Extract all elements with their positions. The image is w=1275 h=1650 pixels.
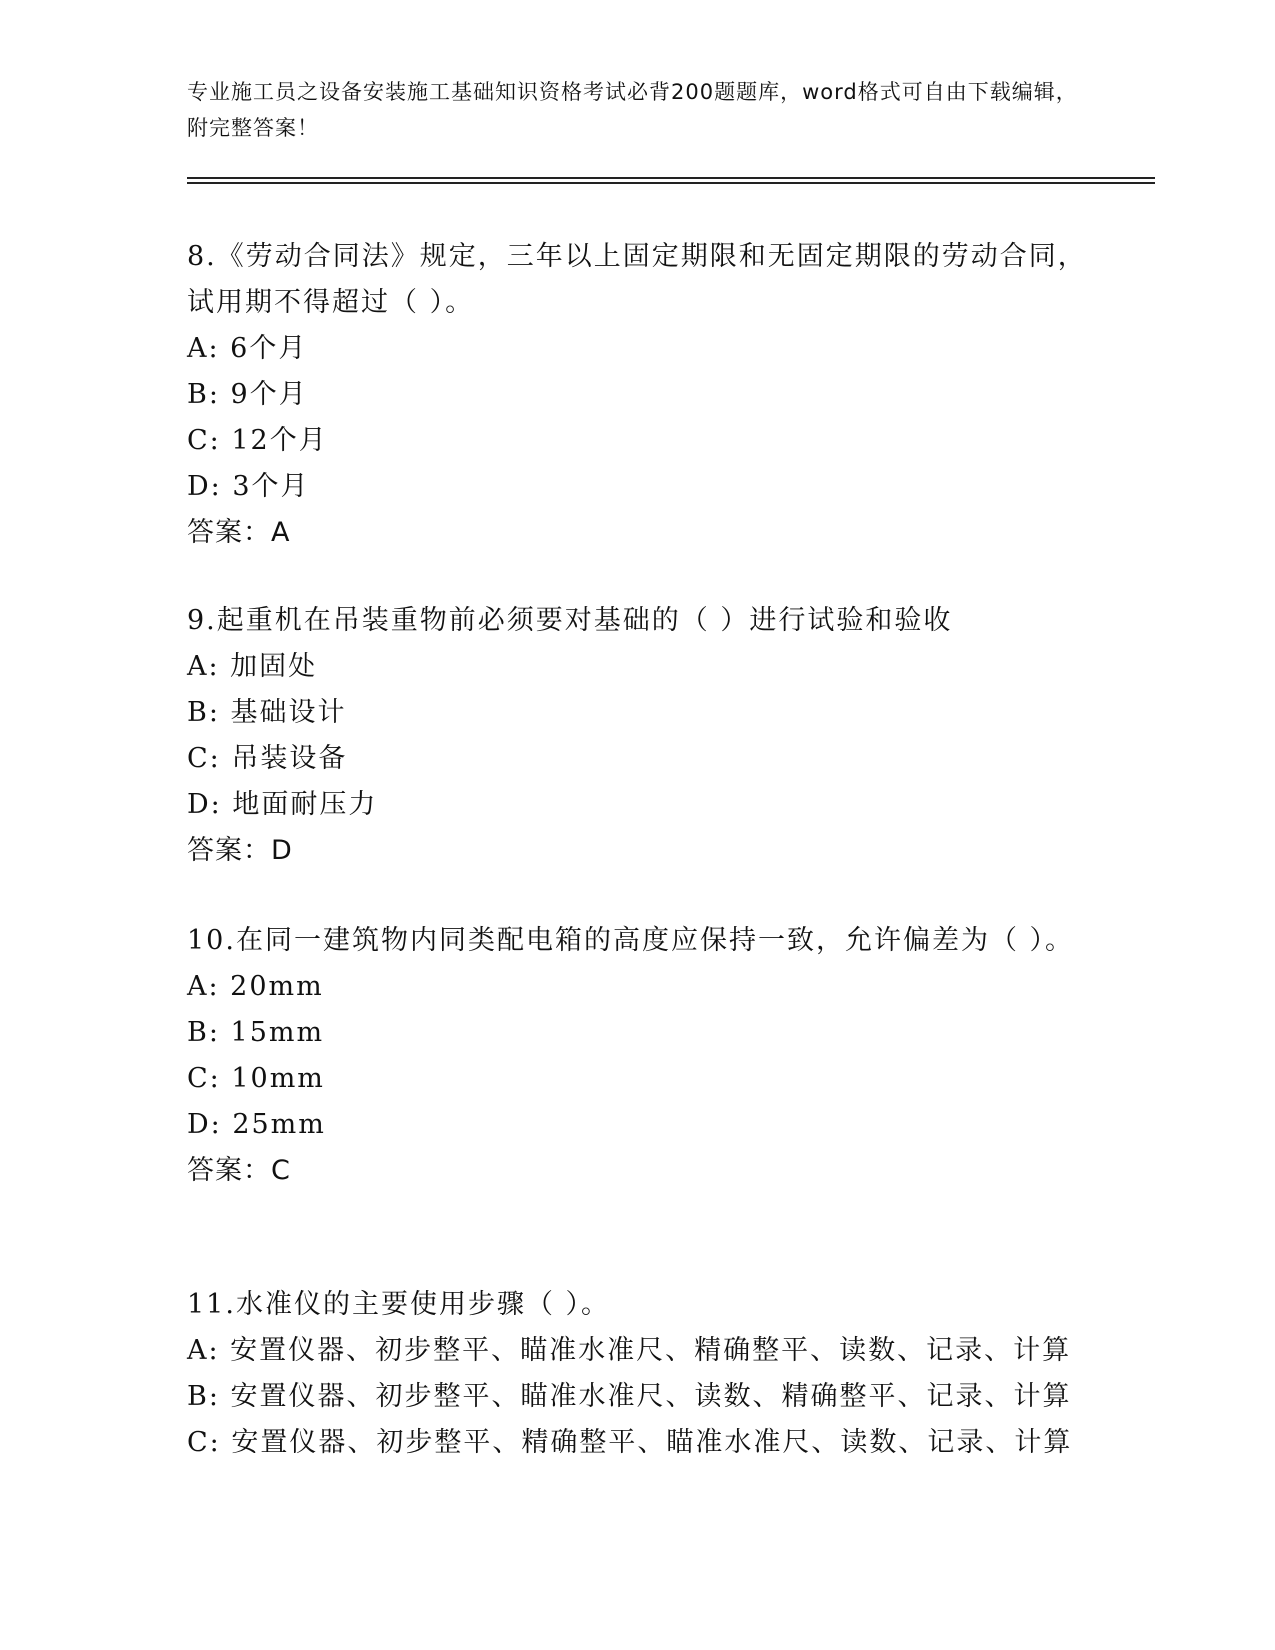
header-divider-bottom: [187, 182, 1155, 184]
option-c: C: 10mm: [187, 1063, 325, 1094]
question-9: [187, 598, 1087, 874]
option-c: C: 12个月: [187, 425, 328, 456]
option-a: A: 6个月: [187, 333, 308, 364]
option-a: A: 20mm: [187, 971, 324, 1002]
answer-line: 答案：D: [187, 835, 293, 866]
option-c: C: 安置仪器、初步整平、精确整平、瞄准水准尺、读数、记录、计算: [187, 1427, 1073, 1458]
answer-line: 答案：C: [187, 1155, 291, 1186]
question-text: 9.起重机在吊装重物前必须要对基础的（ ）进行试验和验收: [187, 605, 953, 636]
question-11: [187, 1282, 1087, 1466]
option-d: D: 3个月: [187, 471, 310, 502]
option-b: B: 基础设计: [187, 697, 347, 728]
question-text: 10.在同一建筑物内同类配电箱的高度应保持一致，允许偏差为（ ）。: [187, 925, 1075, 956]
option-c: C: 吊装设备: [187, 743, 348, 774]
option-a: A: 加固处: [187, 651, 318, 682]
document-header: 专业施工员之设备安装施工基础知识资格考试必背200题题库，word格式可自由下载编辑，附完整答案！: [187, 80, 1078, 140]
option-d: D: 地面耐压力: [187, 789, 378, 820]
question-10: [187, 918, 1087, 1194]
question-text: 8.《劳动合同法》规定，三年以上固定期限和无固定期限的劳动合同，试用期不得超过（ ）。: [187, 241, 1087, 318]
answer-line: 答案：A: [187, 517, 291, 548]
question-8: [187, 234, 1087, 556]
option-b: B: 安置仪器、初步整平、瞄准水准尺、读数、精确整平、记录、计算: [187, 1381, 1072, 1412]
option-b: B: 15mm: [187, 1017, 325, 1048]
option-d: D: 25mm: [187, 1109, 326, 1140]
option-a: A: 安置仪器、初步整平、瞄准水准尺、精确整平、读数、记录、计算: [187, 1335, 1072, 1366]
option-b: B: 9个月: [187, 379, 308, 410]
question-text: 11.水准仪的主要使用步骤（ ）。: [187, 1289, 611, 1320]
header-divider-top: [187, 177, 1155, 179]
